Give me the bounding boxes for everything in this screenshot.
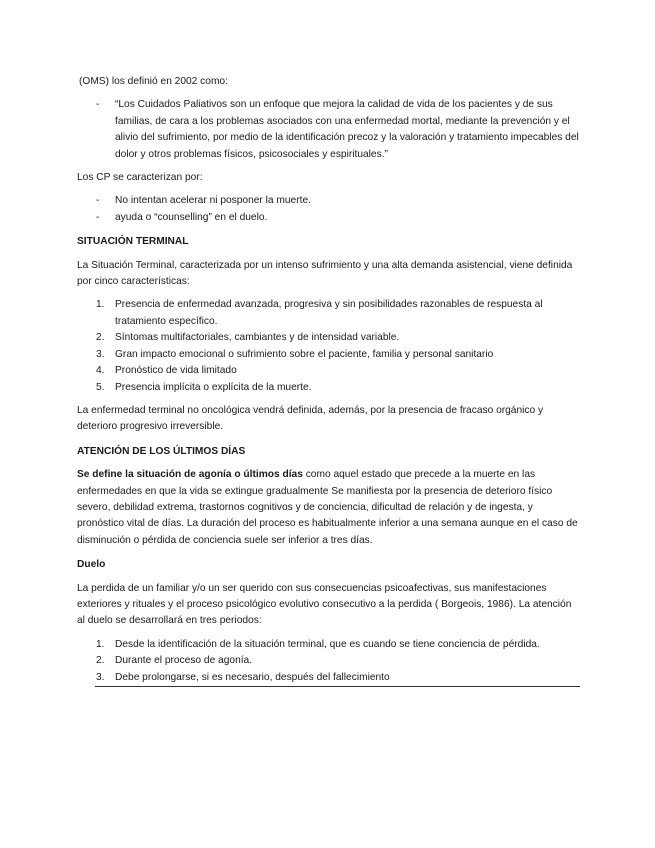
- list-item-text: Gran impacto emocional o sufrimiento sobre el paciente, familia y personal sanitario: [115, 348, 494, 360]
- dash-marker: -: [96, 211, 100, 223]
- section-heading-ultimos: ATENCIÓN DE LOS ÚLTIMOS DÍAS: [77, 445, 246, 457]
- list-item: [77, 297, 582, 330]
- list-item: [77, 653, 582, 669]
- ultimos-text: como aquel estado que precede a la muerte en las enfermedades en que la vida se extingue gradualmente Se manifiesta por la presencia de deterioro físico severo, debilidad extrema, trastornos cognitivos y de conciencia, dificultad de relación y de ingesta, y pronóstico vital de días. La duración del proceso es habitualmente inferior a una semana aunque en el caso de disminución o pérdida de conciencia suele ser inferior a tres días.: [77, 469, 578, 546]
- list-item-text: No intentan acelerar ni posponer la muerte.: [115, 195, 311, 207]
- list-item: [77, 637, 582, 653]
- quote-text: “Los Cuidados Paliativos son un enfoque que mejora la calidad de vida de los pacientes y de sus familias, de cara a los problemas asociados con una enfermedad mortal, mediante la prevención y el alivio del sufrimiento, por medio de la identificación precoz y la valoración y tratamiento impecables del dolor y otros problemas físicos, psicosociales y espirituales.”: [115, 99, 579, 160]
- situacion-note: La enfermedad terminal no oncológica vendrá definida, además, por la presencia de fracaso orgánico y deterioro progresivo irreversible.: [77, 404, 544, 433]
- list-item-text: Pronóstico de vida limitado: [115, 365, 237, 377]
- situacion-list: [77, 297, 582, 395]
- cp-intro: Los CP se caracterizan por:: [77, 172, 203, 184]
- list-item-text: Síntomas multifactoriales, cambiantes y de intensidad variable.: [115, 332, 400, 344]
- list-item: [77, 97, 582, 163]
- list-item: [77, 670, 582, 686]
- list-item: [77, 380, 582, 396]
- horizontal-rule: [95, 686, 580, 687]
- list-item: [77, 210, 582, 226]
- list-number: 3.: [96, 348, 105, 360]
- intro-line: (OMS) los definió en 2002 como:: [79, 76, 228, 87]
- list-number: 2.: [96, 332, 105, 344]
- duelo-paragraph: La perdida de un familiar y/o un ser querido con sus consecuencias psicoafectivas, sus manifestaciones exteriores y rituales y el proceso psicológico evolutivo consecutivo a la perdida ( Borgeois, 1986). La atención al duelo se desarrollará en tres periodos:: [77, 582, 572, 627]
- list-item-text: Debe prolongarse, si es necesario, después del fallecimiento: [115, 671, 390, 683]
- section-heading-duelo: Duelo: [77, 559, 106, 571]
- dash-marker: -: [96, 99, 100, 111]
- ultimos-paragraph: [77, 467, 582, 549]
- quote-list: [77, 97, 582, 163]
- list-item-text: Presencia de enfermedad avanzada, progresiva y sin posibilidades razonables de respuesta al tratamiento específico.: [115, 299, 543, 327]
- duelo-list: [77, 637, 582, 686]
- list-item: [77, 193, 582, 209]
- situacion-intro: La Situación Terminal, caracterizada por un intenso sufrimiento y una alta demanda asistencial, viene definida por cinco características:: [77, 259, 573, 288]
- list-item-text: Presencia implícita o explícita de la muerte.: [115, 381, 312, 393]
- list-item: [77, 330, 582, 346]
- list-number: 5.: [96, 381, 105, 393]
- list-item-text: Durante el proceso de agonía.: [115, 655, 253, 667]
- cp-list: [77, 193, 582, 226]
- section-heading-situacion: SITUACIÓN TERMINAL: [77, 236, 189, 248]
- list-number: 2.: [96, 655, 105, 667]
- document-content: [77, 74, 582, 687]
- list-item-text: ayuda o “counselling” en el duelo.: [115, 211, 268, 223]
- list-item: [77, 363, 582, 379]
- bold-lead: Se define la situación de agonía o últimos días: [77, 469, 303, 481]
- list-item: [77, 347, 582, 363]
- dash-marker: -: [96, 195, 100, 207]
- list-number: 4.: [96, 365, 105, 377]
- list-number: 1.: [96, 638, 105, 650]
- list-item-text: Desde la identificación de la situación terminal, que es cuando se tiene conciencia de pérdida.: [115, 638, 540, 650]
- list-number: 1.: [96, 299, 105, 311]
- list-number: 3.: [96, 671, 105, 683]
